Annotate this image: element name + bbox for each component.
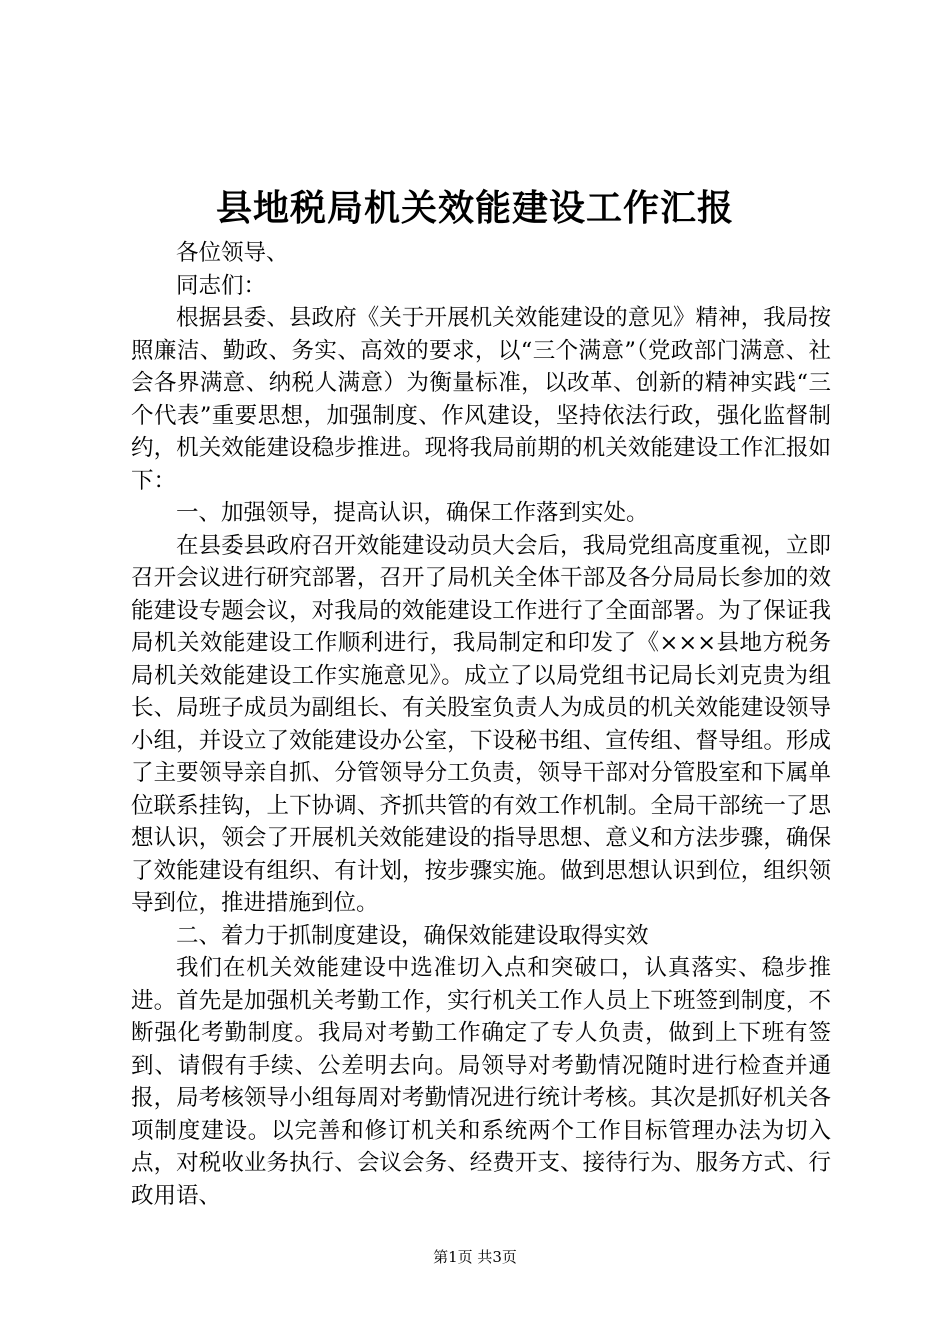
document-title: 县地税局机关效能建设工作汇报 xyxy=(215,187,734,229)
section-heading-2: 二、着力于抓制度建设，确保效能建设取得实效 xyxy=(176,922,649,949)
document-body xyxy=(131,237,831,1212)
section-heading-1: 一、加强领导，提高认识，确保工作落到实处。 xyxy=(176,500,649,526)
page-number-footer: 第1页 共3页 xyxy=(433,1248,517,1266)
intro-paragraph: 根据县委、县政府《关于开展机关效能建设的意见》精神，我局按照廉洁、勤政、务实、高效的要求，以“三个满意”（党政部门满意、社会各界满意、纳税人满意）为衡量标准，以改革、创新的精神实践“三个代表”重要思想，加强制度、作风建设，坚持依法行政，强化监督制约，机关效能建设稳步推进。现将我局前期的机关效能建设工作汇报如下： xyxy=(131,305,831,494)
salutation-leaders: 各位领导、 xyxy=(176,240,289,266)
section-1-paragraph: 在县委县政府召开效能建设动员大会后，我局党组高度重视，立即召开会议进行研究部署，召开了局机关全体干部及各分局局长参加的效能建设专题会议，对我局的效能建设工作进行了全面部署。为了保证我局机关效能建设工作顺利进行，我局制定和印发了《×××县地方税务局机关效能建设工作实施意见》。成立了以局党组书记局长刘克贵为组长、局班子成员为副组长、有关股室负责人为成员的机关效能建设领导小组，并设立了效能建设办公室，下设秘书组、宣传组、督导组。形成了主要领导亲自抓、分管领导分工负责，领导干部对分管股室和下属单位联系挂钩，上下协调、齐抓共管的有效工作机制。全局干部统一了思想认识，领会了开展机关效能建设的指导思想、意义和方法步骤，确保了效能建设有组织、有计划，按步骤实施。做到思想认识到位，组织领导到位，推进措施到位。 xyxy=(131,532,831,916)
salutation-comrades: 同志们： xyxy=(176,272,267,299)
section-2-paragraph: 我们在机关效能建设中选准切入点和突破口，认真落实、稳步推进。首先是加强机关考勤工作，实行机关工作人员上下班签到制度，不断强化考勤制度。我局对考勤工作确定了专人负责，做到上下班有签到、请假有手续、公差明去向。局领导对考勤情况随时进行检查并通报，局考核领导小组每周对考勤情况进行统计考核。其次是抓好机关各项制度建设。以完善和修订机关和系统两个工作目标管理办法为切入点，对税收业务执行、会议会务、经费开支、接待行为、服务方式、行政用语、 xyxy=(131,955,831,1209)
